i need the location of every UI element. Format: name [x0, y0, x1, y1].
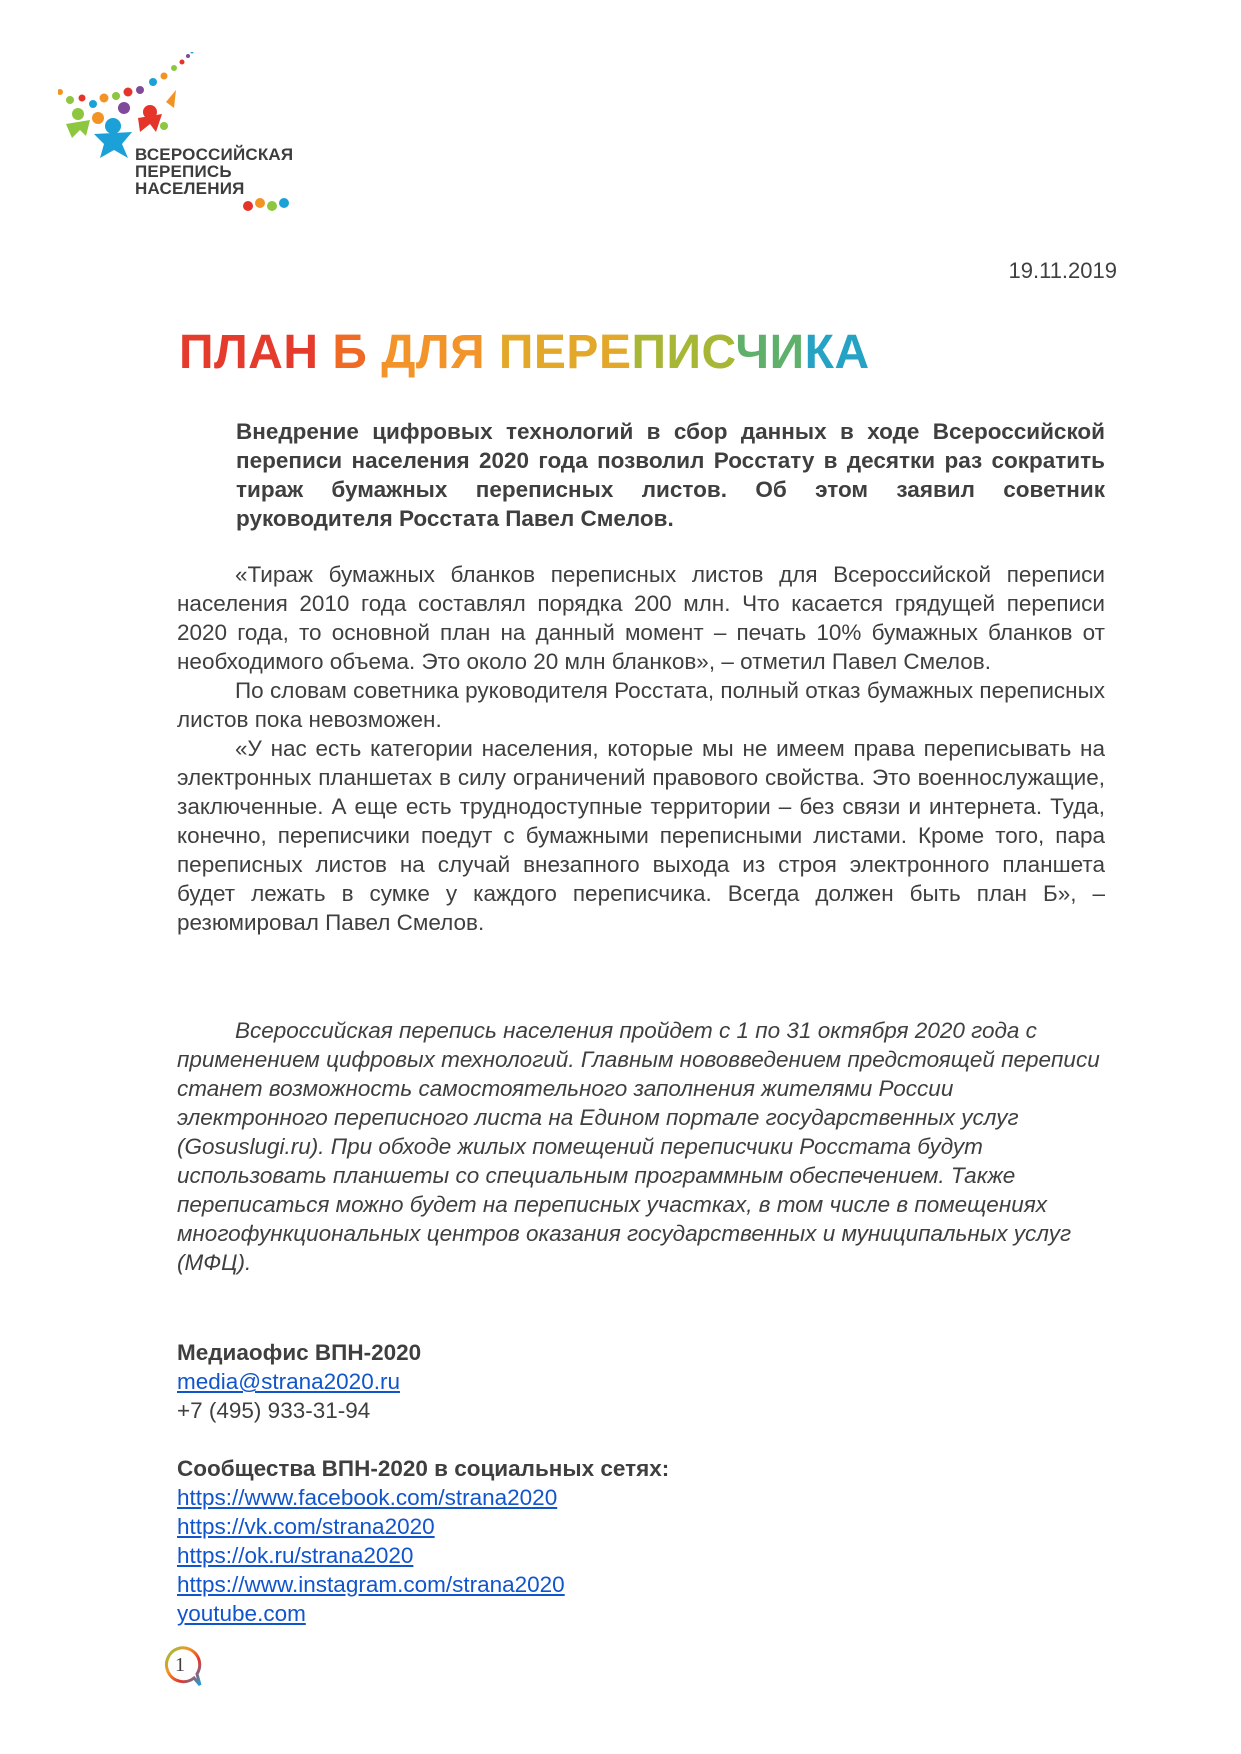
- logo-line-1: ВСЕРОССИЙСКАЯ: [135, 145, 294, 164]
- title-part: ПЛАН: [179, 326, 333, 379]
- title-part: ДЛЯ: [381, 326, 499, 379]
- ok-link[interactable]: https://ok.ru/strana2020: [177, 1543, 414, 1568]
- social-heading: Сообщества ВПН-2020 в социальных сетях:: [177, 1456, 670, 1481]
- title-part: ПЕРЕ: [498, 326, 632, 379]
- page-number-badge: [160, 1645, 204, 1689]
- title-part: ЧИ: [735, 326, 805, 379]
- logo-wordmark: [135, 146, 293, 197]
- title-part: ПИС: [631, 326, 736, 379]
- title-part: Б: [332, 326, 382, 379]
- document-date: 19.11.2019: [1008, 258, 1117, 283]
- census-logo: [58, 52, 338, 242]
- title-part: КА: [804, 326, 870, 379]
- census-info: [177, 1016, 1105, 1277]
- instagram-link[interactable]: https://www.instagram.com/strana2020: [177, 1572, 565, 1597]
- phone-number: +7 (495) 933-31-94: [177, 1398, 371, 1423]
- vk-link[interactable]: https://vk.com/strana2020: [177, 1514, 435, 1539]
- youtube-link[interactable]: youtube.com: [177, 1601, 306, 1626]
- body-paragraph: По словам советника руководителя Росстата, полный отказ бумажных переписных листов пока невозможен.: [177, 678, 1105, 732]
- email-link[interactable]: media@strana2020.ru: [177, 1369, 400, 1394]
- spacer: [177, 1425, 669, 1454]
- page-number: 1: [175, 1654, 185, 1676]
- page-title: [179, 325, 870, 380]
- info-paragraph: Всероссийская перепись населения пройдет с 1 по 31 октября 2020 года с применением цифровых технологий. Главным нововведением предстоящей переписи станет возможность самостоятельного заполнения жителями России электронного переписного листа на Едином портале государственных услуг (Gosuslugi.ru). При обходе жилых помещений переписчики Росстата будут использовать планшеты со специальным программным обеспечением. Также переписаться можно будет на переписных участках, в том числе в помещениях многофункциональных центров оказания государственных и муниципальных услуг (МФЦ).: [177, 1018, 1100, 1275]
- year-graphic: [243, 198, 289, 211]
- body-paragraph: «Тираж бумажных бланков переписных листов для Всероссийской переписи населения 2010 года составлял порядка 200 млн. Что касается грядущей переписи 2020 года, то основной план на данный момент – печать 10% бумажных бланков от необходимого объема. Это около 20 млн бланков», – отметил Павел Смелов.: [177, 562, 1105, 674]
- contacts-block: [177, 1338, 669, 1628]
- body-paragraph: «У нас есть категории населения, которые мы не имеем права переписывать на электронных планшетах в силу ограничений правового свойства. Это военнослужащие, заключенные. А еще есть труднодоступные территории – без связи и интернета. Туда, конечно, переписчики поедут с бумажными переписными листами. Кроме того, пара переписных листов на случай внезапного выхода из строя электронного планшета будет лежать в сумке у каждого переписчика. Всегда должен быть план Б», – резюмировал Павел Смелов.: [177, 736, 1105, 935]
- article-body: [177, 560, 1105, 937]
- facebook-link[interactable]: https://www.facebook.com/strana2020: [177, 1485, 558, 1510]
- logo-line-3: НАСЕЛЕНИЯ: [135, 179, 245, 198]
- media-office-heading: Медиаофис ВПН-2020: [177, 1340, 422, 1365]
- logo-line-2: ПЕРЕПИСЬ: [135, 162, 232, 181]
- lead-paragraph: Внедрение цифровых технологий в сбор данных в ходе Всероссийской переписи населения 2020 года позволил Росстату в десятки раз сократить тираж бумажных переписных листов. Об этом заявил советник руководителя Росстата Павел Смелов.: [236, 419, 1105, 531]
